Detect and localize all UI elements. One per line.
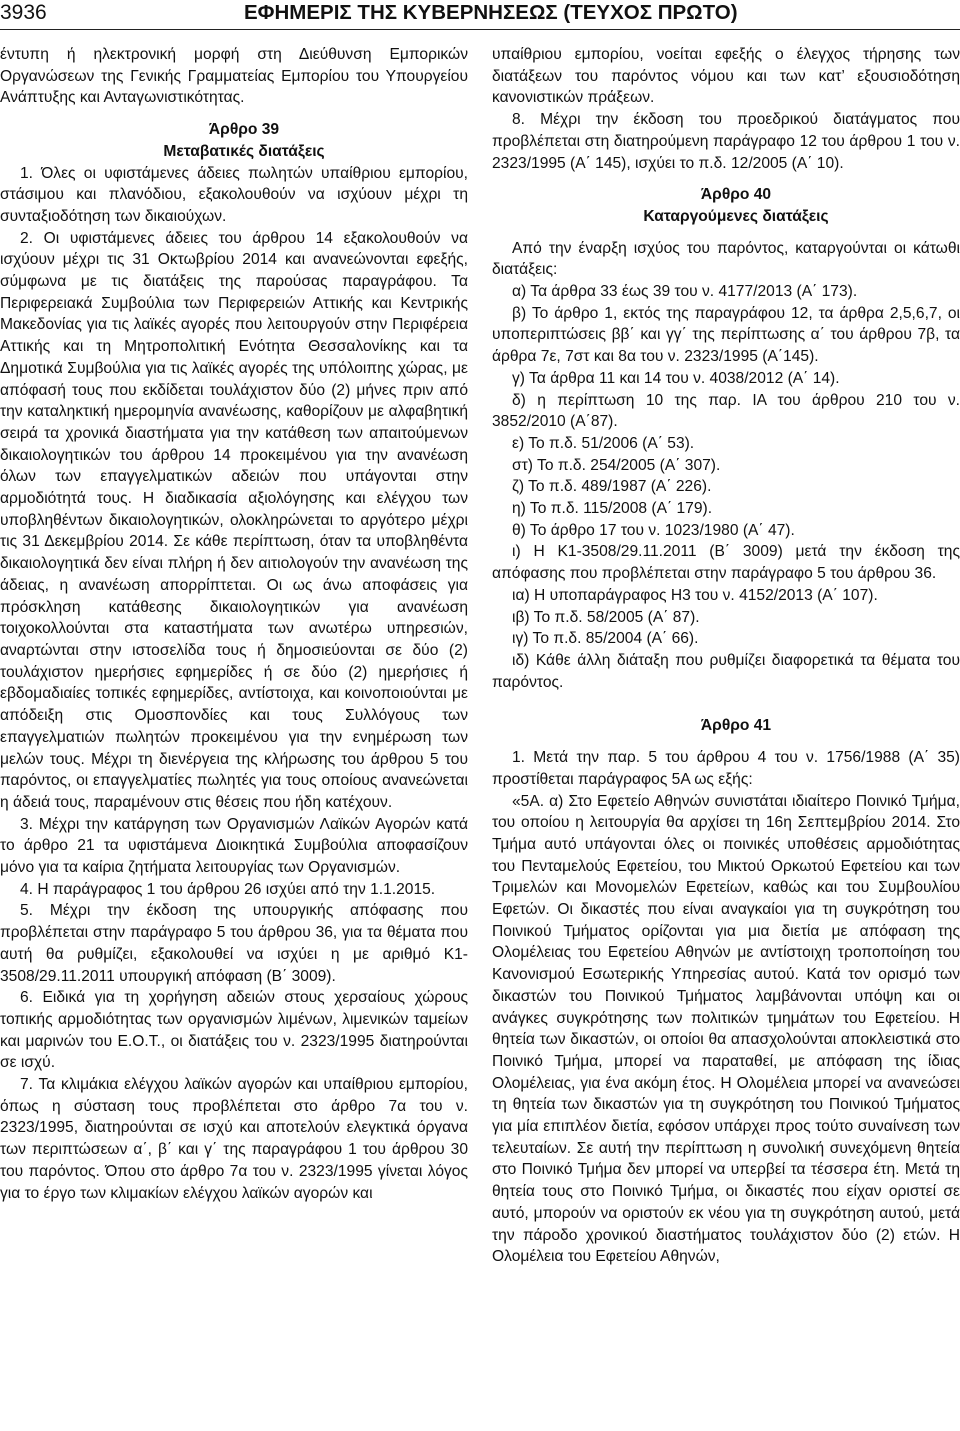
repealed-item: ια) Η υποπαράγραφος Η3 του ν. 4152/2013 (Α΄ 107). [512, 586, 878, 604]
article-39-paragraph-2: 2. Οι υφιστάμενες άδειες του άρθρου 14 εξακολουθούν να ισχύουν μέχρι τις 31 Οκτωβρίου 2014 και ανανεώνονται εφεξής, σύμφωνα με τις διατάξεις της παρούσας παραγράφου. Τα Περιφερειακά Συμβούλια των Περιφερειών Αττικής και Κεντρικής Μακεδονίας για τις λαϊκές αγορές που λειτουργούν στην Περιφέρεια Αττικής και τη Μητροπολιτική Ενότητα Θεσσαλονίκης και τα Δημοτικά Συμβούλια για τις λαϊκές αγορές της υπόλοιπης χώρας, με απόφασή τους που εκδίδεται τουλάχιστον δύο (2) μήνες πριν από την καταληκτική ημερομηνία ανανέωσης, καθορίζουν με αλφαβητική σειρά τα χρονικά διαστήματα για την κατάθεση των απαιτούμενων δικαιολογητικών του άρθρου 14 προκειμένου για την ανανέωση όλων των επαγγελματικών αδειών που υπάγονται στην αρμοδιότητά τους. Η διαδικασία αξιολόγησης και ελέγχου των υποβληθέντων δικαιολογητικών, ολοκληρώνεται το αργότερο μέχρι τις 31 Δεκεμβρίου 2014. Σε κάθε περίπτωση, όταν τα υποβληθέντα δικαιολογητικά δεν είναι πλήρη ή δεν αιτιολογούν την ανανέωση της άδειας, η ανανέωση απορρίπτεται. Οι ως άνω αποφάσεις για πρόσκληση κατάθεσης δικαιολογητικών για ανανέωση τοιχοκολλούνται στα καταστήματα των ανωτέρω υπηρεσιών, αναρτώνται στην ιστοσελίδα τους ή δημοσιεύονται σε δύο (2) τουλάχιστον ημερήσιες εφημερίδες ή σε δύο (2) ημερήσιες ή εβδομαδιαίες τοπικές εφημερίδες, αντίστοιχα, και κοινοποιούνται με απόδειξη στις Ομοσπονδίες και τους Συλλόγους των επαγγελματιών πωλητών προκειμένου για την ενημέρωση των μελών τους. Μέχρι τη διενέργεια της κλήρωσης του άρθρου 5 του παρόντος, οι επαγγελματίες πωλητές για τους οποίους ανανεώνεται η άδειά τους, παραμένουν στις θέσεις που ήδη κατέχουν. [0, 229, 468, 811]
page-header [0, 0, 960, 30]
repealed-item: ζ) Το π.δ. 489/1987 (Α΄ 226). [512, 478, 712, 496]
article-41-paragraph-2: «5Α. α) Στο Εφετείο Αθηνών συνιστάται ιδιαίτερο Ποινικό Τμήμα, του οποίου η λειτουργία θα αρχίσει τη 16η Σεπτεμβρίου 2014. Στο Τμήμα αυτό υπάγονται όλες οι ποινικές υποθέσεις αρμοδιότητας του Πενταμελούς Εφετείου, του Μικτού Ορκωτού Εφετείου και των Τριμελών και Μονομελών Εφετείων, καθώς και του Συμβουλίου Εφετών. Οι δικαστές που είναι αναγκαίοι για τη συγκρότηση του Ποινικού Τμήματος ορίζονται για μια διετία με απόφαση της Ολομέλειας του Εφετείου Αθηνών με αντίστοιχη τροποποίηση του Κανονισμού Εσωτερικής Υπηρεσίας αυτού. Κατά τον ορισμό των δικαστών του Ποινικού Τμήματος λαμβάνονται υπόψη και οι ανάγκες συγκρότησης των πολιτικών τμημάτων του Εφετείου. Η θητεία των δικαστών, οι οποίοι θα απασχολούνται αποκλειστικά στο Ποινικό Τμήμα, μπορεί να παραταθεί, με απόφαση της ίδιας Ολομέλειας, για ένα ακόμη έτος. Η Ολομέλεια μπορεί να ανανεώσει τη θητεία των δικαστών για τη συγκρότηση του Ποινικού Τμήματος για μία επιπλέον διετία, εφόσον υπάρχει προς τούτο συναίνεση των τελευταίων. Σε αυτή την περίπτωση η συνολική συνεχόμενη θητεία στο Ποινικό Τμήμα δεν μπορεί να υπερβεί τα τέσσερα έτη. Μετά τη θητεία τους στο Ποινικό Τμήμα, οι δικαστές που είχαν οριστεί σε αυτό, μπορούν να οριστούν εκ νέου για τη συγκρότηση αυτού, μετά την πάροδο χρονικού διαστήματος τουλάχιστον δύο (2) ετών. Η Ολομέλεια του Εφετείου Αθηνών, [492, 792, 960, 1266]
article-39-paragraph-7: 7. Τα κλιμάκια ελέγχου λαϊκών αγορών και υπαίθριου εμπορίου, όπως η σύσταση τους προβλέπεται στο άρθρο 7α του ν. 2323/1995, διατηρούνται σε ισχύ και αποτελούν ελεγκτικά όργανα των περιπτώσεων α΄, β΄ και γ΄ της παραγράφου 1 του άρθρου 30 του παρόντος. Όπου στο άρθρο 7α του ν. 2323/1995 γίνεται λόγος για το έργο των κλιμακίων ελέγχου λαϊκών αγορών και [0, 1076, 468, 1202]
repealed-item: δ) η περίπτωση 10 της παρ. ΙΑ του άρθρου 210 του ν. 3852/2010 (Α΄87). [492, 391, 960, 431]
article-41-paragraph-1: 1. Μετά την παρ. 5 του άρθρου 4 του ν. 1756/1988 (Α΄ 35) προστίθεται παράγραφος 5Α ως εξής: [492, 749, 960, 788]
article-40-intro: Από την έναρξη ισχύος του παρόντος, καταργούνται οι κάτωθι διατάξεις: [492, 239, 960, 279]
right-column [492, 44, 960, 1268]
article-39-paragraph-3: 3. Μέχρι την κατάργηση των Οργανισμών Λαϊκών Αγορών κατά το άρθρο 21 τα υφιστάμενα Διοικητικά Συμβούλια αποφασίζουν μόνο για τα καίρια ζητήματα λειτουργίας των Οργανισμών. [0, 815, 468, 877]
repealed-item: α) Τα άρθρα 33 έως 39 του ν. 4177/2013 (Α΄ 173). [512, 283, 858, 301]
repealed-item: στ) Το π.δ. 254/2005 (Α΄ 307). [512, 456, 721, 474]
repealed-item: θ) Το άρθρο 17 του ν. 1023/1980 (Α΄ 47). [512, 521, 795, 539]
article-39-paragraph-8: 8. Μέχρι την έκδοση του προεδρικού διατάγματος που προβλέπεται στη διατηρούμενη παράγραφο 12 του άρθρου 1 του ν. 2323/1995 (Α΄ 145), ισχύει το π.δ. 12/2005 (Α΄ 10). [492, 111, 960, 172]
intro-paragraph: έντυπη ή ηλεκτρονική μορφή στη Διεύθυνση Εμπορικών Οργανώσεων της Γενικής Γραμματείας Εμπορίου του Υπουργείου Ανάπτυξης και Ανταγωνιστικότητας. [0, 46, 468, 107]
article-39-title: Άρθρο 39 [208, 121, 280, 139]
article-39-paragraph-6: 6. Ειδικά για τη χορήγηση αδειών στους χερσαίους χώρους τοπικής αρμοδιότητας των οργανισμών λιμένων, λιμενικών ταμείων και μαρινών του Ε.Ο.Τ., οι διατάξεις του ν. 2323/1995 διατηρούνται σε ισχύ. [0, 989, 468, 1072]
page-number: 3936 [0, 1, 47, 24]
repealed-item: ιβ) Το π.δ. 58/2005 (Α΄ 87). [512, 608, 700, 626]
repealed-item: η) Το π.δ. 115/2008 (Α΄ 179). [512, 500, 713, 518]
article-39-paragraph-1: 1. Όλες οι υφιστάμενες άδειες πωλητών υπαίθριου εμπορίου, στάσιμου και πλανόδιου, εξακολουθούν να ισχύουν μέχρι τη συνταξιοδότηση των δικαιούχων. [0, 164, 468, 225]
running-title: ΕΦΗΜΕΡΙΣ ΤΗΣ ΚΥΒΕΡΝΗΣΕΩΣ (ΤΕΥΧΟΣ ΠΡΩΤΟ) [244, 1, 738, 24]
article-39-paragraph-5: 5. Μέχρι την έκδοση της υπουργικής απόφασης που προβλέπεται στην παράγραφο 5 του άρθρου 36, για τα θέματα που αυτή θα ρυθμίζει, εξακολουθεί να ισχύει η με αριθμό Κ1-3508/29.11.2011 υπουργική απόφαση (Β΄ 3009). [0, 902, 468, 985]
repealed-item: ε) Το π.δ. 51/2006 (Α΄ 53). [512, 434, 695, 452]
article-39-paragraph-4: 4. Η παράγραφος 1 του άρθρου 26 ισχύει από την 1.1.2015. [20, 880, 436, 898]
repealed-item: ιδ) Κάθε άλλη διάταξη που ρυθμίζει διαφορετικά τα θέματα του παρόντος. [492, 651, 960, 691]
repealed-item: γ) Τα άρθρα 11 και 14 του ν. 4038/2012 (Α΄ 14). [512, 369, 840, 387]
repealed-item: β) Το άρθρο 1, εκτός της παραγράφου 12, τα άρθρα 2,5,6,7, οι υποπεριπτώσεις ββ΄ και γγ΄ της περίπτωσης α΄ του άρθρου 7β, τα άρθρα 7ε, 7στ και 8α του ν. 2323/1995 (Α΄145). [492, 304, 960, 366]
article-39-subtitle: Μεταβατικές διατάξεις [163, 142, 325, 160]
repealed-item: ιγ) Το π.δ. 85/2004 (Α΄ 66). [512, 630, 699, 648]
left-column [0, 44, 468, 1204]
repealed-item: ι) Η Κ1-3508/29.11.2011 (Β΄ 3009) μετά την έκδοση της απόφασης που προβλέπεται στην παράγραφο 5 του άρθρου 36. [492, 543, 960, 583]
article-40-subtitle: Καταργούμενες διατάξεις [643, 207, 829, 225]
header-rule [0, 29, 960, 30]
continuation-paragraph: υπαίθριου εμπορίου, νοείται εφεξής ο έλεγχος τήρησης των διατάξεων του παρόντος νόμου και των κατ’ εξουσιοδότηση κανονιστικών πράξεων. [492, 46, 960, 107]
article-40-title: Άρθρο 40 [700, 186, 772, 204]
article-41-title: Άρθρο 41 [700, 717, 772, 735]
